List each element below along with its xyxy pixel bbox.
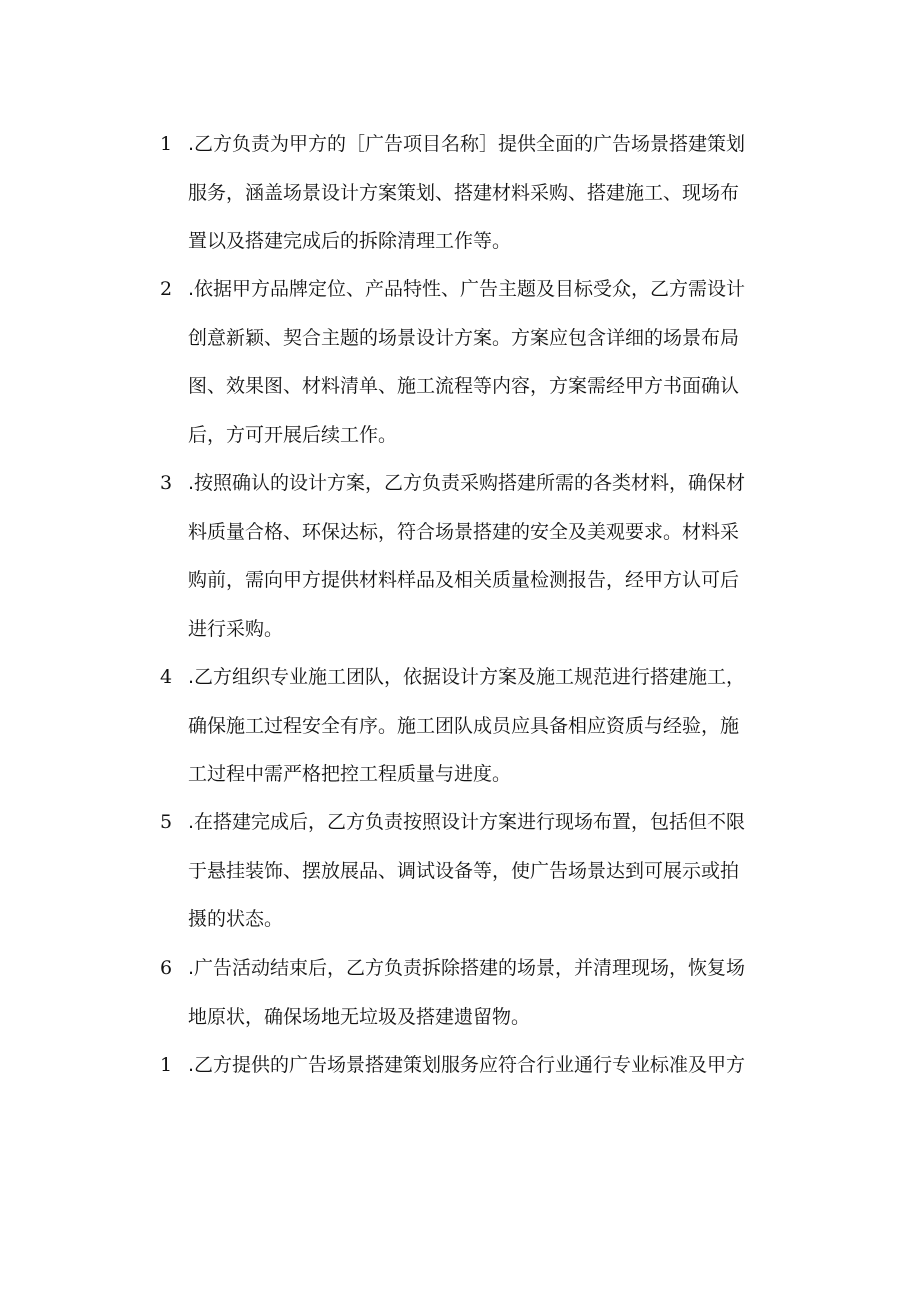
clause-number: 4 [160, 666, 173, 688]
clause-text [188, 120, 800, 266]
clause-line: .广告活动结束后，乙方负责拆除搭建的场景，并清理现场，恢复场 [188, 957, 746, 979]
clause-line: .在搭建完成后，乙方负责按照设计方案进行现场布置，包括但不限 [188, 811, 746, 833]
clause-number: 1 [160, 1054, 173, 1076]
clause-line: 图、效果图、材料清单、施工流程等内容，方案需经甲方书面确认 [188, 375, 740, 397]
clause-text [188, 798, 800, 944]
clause-line: 地原状，确保场地无垃圾及搭建遗留物。 [188, 1005, 531, 1028]
clause-line: .乙方组织专业施工团队，依据设计方案及施工规范进行搭建施工， [188, 666, 746, 688]
clause-line: .按照确认的设计方案，乙方负责采购搭建所需的各类材料，确保材 [188, 472, 746, 494]
clause-text [188, 265, 800, 459]
clause-number: 2 [160, 278, 173, 300]
clause-line: 服务，涵盖场景设计方案策划、搭建材料采购、搭建施工、现场布 [188, 181, 740, 204]
clause-number: 6 [160, 957, 173, 979]
clause-number: 1 [160, 133, 173, 155]
clause-text [188, 459, 800, 653]
clause-line: 于悬挂装饰、摆放展品、调试设备等，使广告场景达到可展示或拍 [188, 859, 740, 882]
clause-line: 料质量合格、环保达标，符合场景搭建的安全及美观要求。材料采 [188, 520, 740, 543]
clause-line: 工过程中需严格把控工程质量与进度。 [188, 763, 512, 785]
clause-line: 购前，需向甲方提供材料样品及相关质量检测报告，经甲方认可后 [188, 569, 740, 591]
clause-line: 创意新颖、契合主题的场景设计方案。方案应包含详细的场景布局 [188, 326, 740, 349]
clause-line: .乙方负责为甲方的［广告项目名称］提供全面的广告场景搭建策划 [188, 133, 746, 155]
clause-text [188, 653, 800, 799]
clause-line: 进行采购。 [188, 617, 284, 640]
clause-line: .乙方提供的广告场景搭建策划服务应符合行业通行专业标准及甲方 [188, 1054, 746, 1076]
clause-line: 后，方可开展后续工作。 [188, 423, 398, 446]
clause-line: 确保施工过程安全有序。施工团队成员应具备相应资质与经验，施 [188, 714, 740, 737]
clause-text [188, 1041, 800, 1090]
clause-number: 3 [160, 472, 173, 494]
clause-line: 置以及搭建完成后的拆除清理工作等。 [188, 230, 512, 252]
clause-number: 5 [160, 811, 173, 833]
clause-text [188, 944, 800, 1041]
clause-line: 摄的状态。 [188, 908, 284, 930]
clause-line: .依据甲方品牌定位、产品特性、广告主题及目标受众，乙方需设计 [188, 278, 746, 300]
